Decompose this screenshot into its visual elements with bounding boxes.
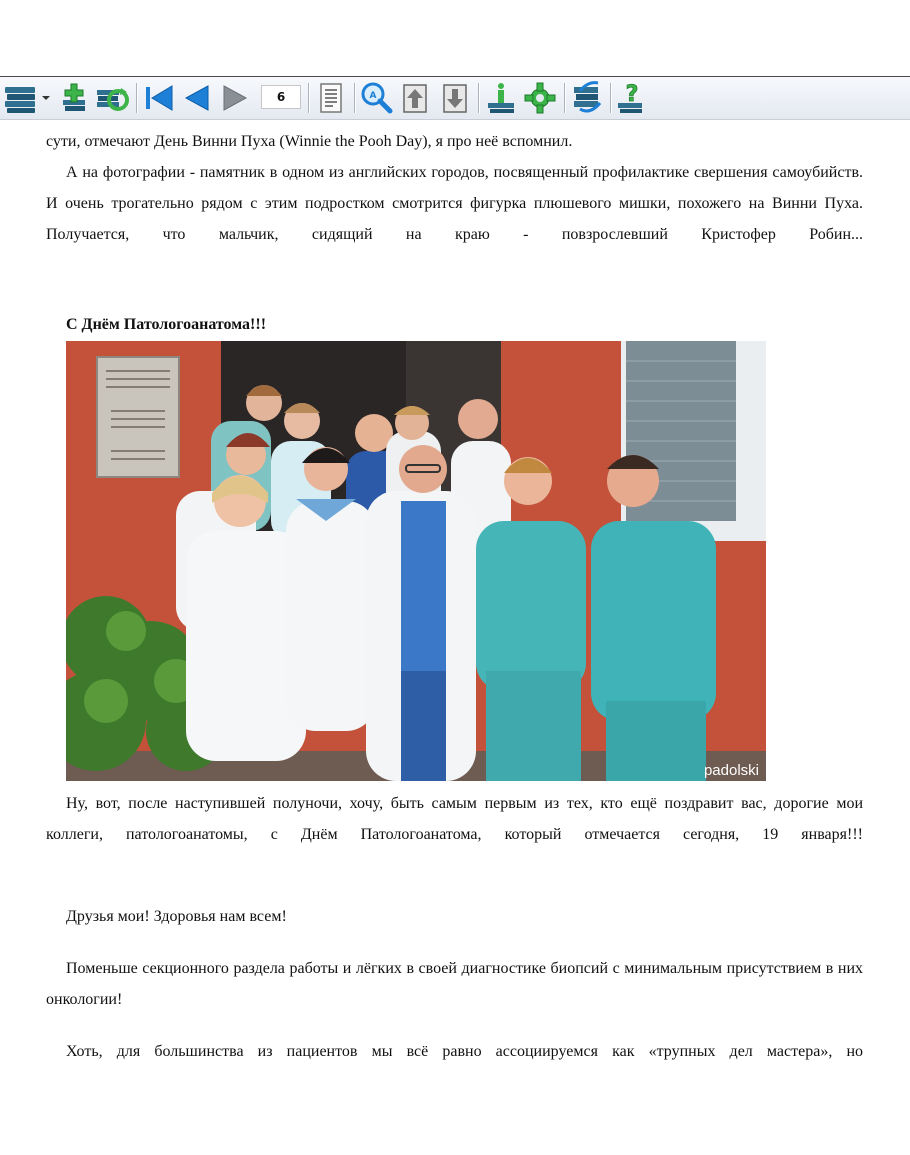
- paragraph-6: Хоть, для большинства из пациентов мы всё равно ассоциируемся как «трупных дел мастера», но: [66, 1043, 863, 1060]
- library-icon: [2, 81, 54, 115]
- info-button[interactable]: [483, 81, 519, 115]
- page-number-input[interactable]: [261, 85, 301, 109]
- refresh-icon: [95, 82, 129, 114]
- help-icon: [615, 81, 649, 115]
- info-icon: [484, 81, 518, 115]
- settings-icon: [523, 81, 557, 115]
- next-page-icon: [220, 83, 250, 113]
- photo-watermark: padolski: [703, 762, 759, 779]
- svg-text:A: A: [369, 91, 377, 101]
- svg-text:?: ?: [625, 82, 639, 107]
- section-heading: С Днём Патологоанатома!!!: [66, 316, 267, 333]
- reader-toolbar: [0, 76, 910, 120]
- previous-page-icon: [182, 83, 212, 113]
- add-book-icon: [57, 82, 89, 114]
- previous-page-button[interactable]: [180, 81, 214, 115]
- settings-button[interactable]: [522, 81, 558, 115]
- sync-icon: [570, 81, 604, 115]
- paragraph-3: Ну, вот, после наступившей полуночи, хочу, быть самым первым из тех, кто ещё поздравит вас, дорогие мои коллеги, патологоанатомы, с Днём Патологоанатома, который отмечается сегодня, 19 января!!!: [46, 795, 863, 843]
- paragraph-1: сути, отмечают День Винни Пуха (Winnie the Pooh Day), я про неё вспомнил.: [46, 133, 573, 150]
- contents-button[interactable]: [314, 81, 348, 115]
- sync-button[interactable]: [569, 81, 605, 115]
- paragraph-2: А на фотографии - памятник в одном из английских городов, посвященный профилактике свершения самоубийств. И очень трогательно рядом с этим подростком смотрится фигурка плюшевого мишки, похожего на Винни Пуха. Получается, что мальчик, сидящий на краю - повзрослевший Кристофер Робин...: [46, 164, 863, 243]
- page-up-icon: [400, 82, 430, 114]
- next-page-button[interactable]: [218, 81, 252, 115]
- paragraph-4: Друзья мои! Здоровья нам всем!: [66, 908, 287, 925]
- first-page-icon: [142, 83, 176, 113]
- search-button[interactable]: [358, 81, 394, 115]
- page-down-icon: [440, 82, 470, 114]
- page-up-button[interactable]: [398, 81, 432, 115]
- first-page-button[interactable]: [141, 81, 177, 115]
- chevron-down-icon: [42, 96, 50, 100]
- library-button[interactable]: [2, 81, 54, 115]
- help-button[interactable]: [614, 81, 650, 115]
- refresh-button[interactable]: [94, 81, 130, 115]
- paragraph-5: Поменьше секционного раздела работы и лёгких в своей диагностике биопсий с минимальным присутствием в них онкологии!: [46, 960, 863, 1008]
- search-icon: [359, 81, 393, 115]
- page-down-button[interactable]: [438, 81, 472, 115]
- add-book-button[interactable]: [56, 81, 90, 115]
- contents-icon: [317, 82, 345, 114]
- team-photo: [66, 341, 766, 781]
